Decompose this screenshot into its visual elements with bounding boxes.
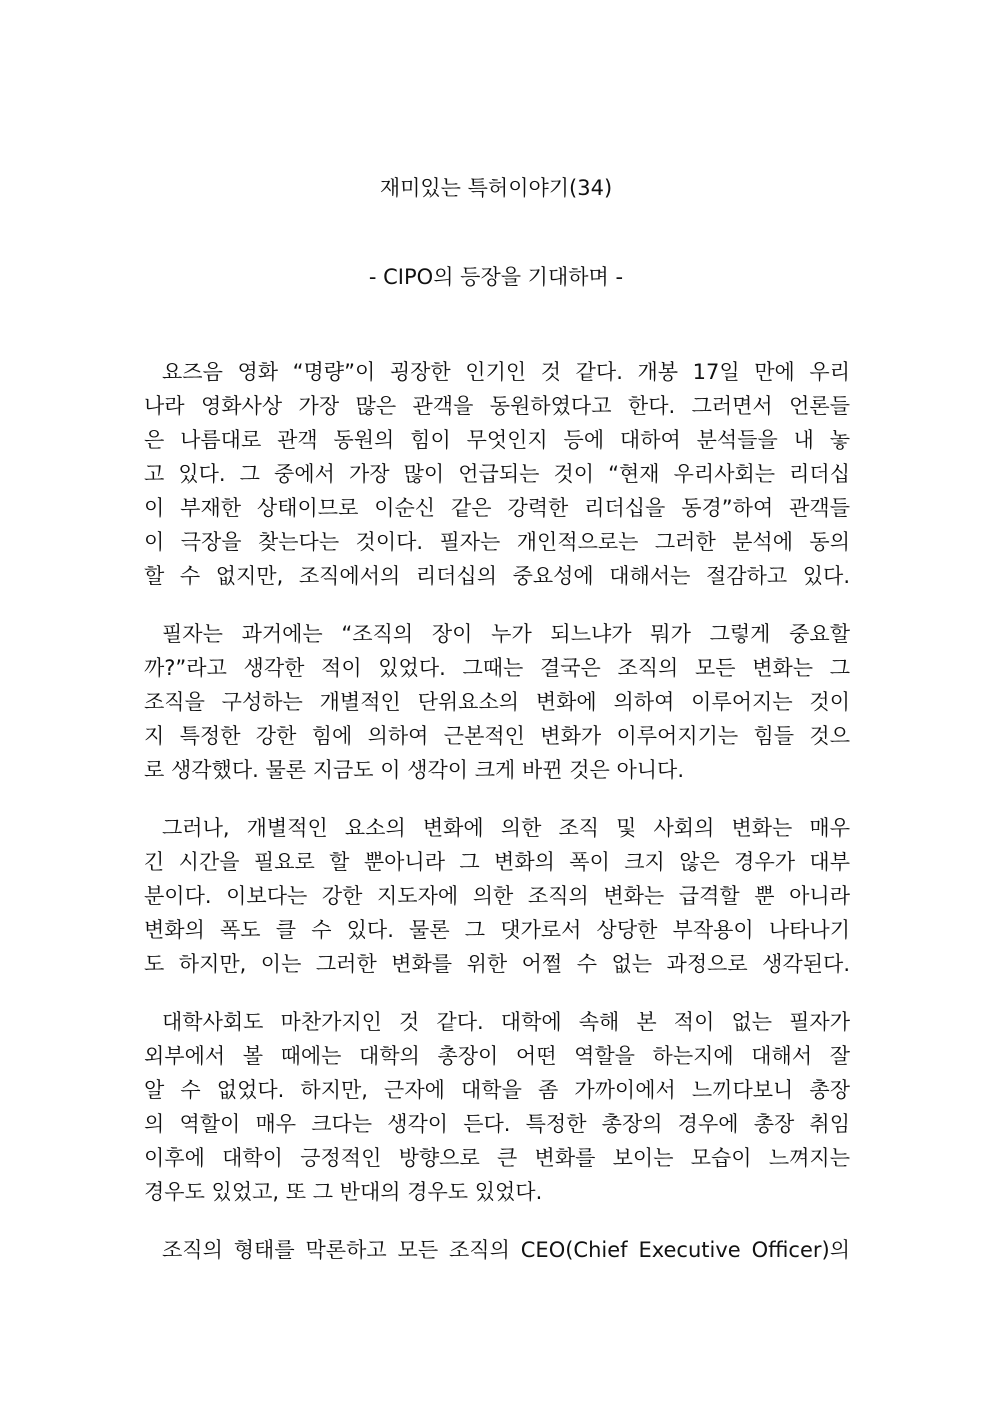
paragraph-line: 경우도 있었고, 또 그 반대의 경우도 있었다. (144, 1180, 543, 1204)
paragraph-5 (144, 1233, 850, 1267)
paragraph-line: 할 수 없지만, 조직에서의 리더십의 중요성에 대해서는 절감하고 있다. (144, 564, 850, 588)
paragraph-line: 외부에서 볼 때에는 대학의 총장이 어떤 역할을 하는지에 대해서 잘 (144, 1044, 850, 1068)
paragraph-line: 분이다. 이보다는 강한 지도자에 의한 조직의 변화는 급격할 뿐 아니라 (144, 884, 850, 908)
paragraph-2 (144, 617, 850, 787)
document-title: 재미있는 특허이야기(34) (379, 176, 613, 200)
paragraph-line: 알 수 없었다. 하지만, 근자에 대학을 좀 가까이에서 느끼다보니 총장 (144, 1078, 850, 1102)
paragraph-line: 필자는 과거에는 “조직의 장이 누가 되느냐가 뭐가 그렇게 중요할 (162, 622, 850, 646)
paragraph-line: 그러나, 개별적인 요소의 변화에 의한 조직 및 사회의 변화는 매우 (162, 816, 850, 840)
paragraph-line: 로 생각했다. 물론 지금도 이 생각이 크게 바뀐 것은 아니다. (144, 758, 685, 782)
paragraph-line: 긴 시간을 필요로 할 뿐아니라 그 변화의 폭이 크지 않은 경우가 대부 (144, 850, 850, 874)
document-body (144, 355, 850, 1291)
paragraph-line: 도 하지만, 이는 그러한 변화를 위한 어쩔 수 없는 과정으로 생각된다. (144, 952, 850, 976)
paragraph-4 (144, 1005, 850, 1209)
paragraph-line: 조직을 구성하는 개별적인 단위요소의 변화에 의하여 이루어지는 것이 (144, 690, 850, 714)
paragraph-line: 은 나름대로 관객 동원의 힘이 무엇인지 등에 대하여 분석들을 내 놓 (144, 428, 850, 452)
paragraph-line: 까?”라고 생각한 적이 있었다. 그때는 결국은 조직의 모든 변화는 그 (144, 656, 850, 680)
paragraph-line: 나라 영화사상 가장 많은 관객을 동원하였다고 한다. 그러면서 언론들 (144, 394, 850, 418)
paragraph-line: 지 특정한 강한 힘에 의하여 근본적인 변화가 이루어지기는 힘들 것으 (144, 724, 850, 748)
paragraph-line: 조직의 형태를 막론하고 모든 조직의 CEO(Chief Executive Officer)의 (162, 1238, 850, 1262)
paragraph-3 (144, 811, 850, 981)
paragraph-line: 요즈음 영화 “명량”이 굉장한 인기인 것 같다. 개봉 17일 만에 우리 (162, 360, 850, 384)
paragraph-line: 의 역할이 매우 크다는 생각이 든다. 특정한 총장의 경우에 총장 취임 (144, 1112, 850, 1136)
paragraph-line: 이 부재한 상태이므로 이순신 같은 강력한 리더십을 동경”하여 관객들 (144, 496, 850, 520)
paragraph-line: 이후에 대학이 긍정적인 방향으로 큰 변화를 보이는 모습이 느껴지는 (144, 1146, 850, 1170)
paragraph-line: 고 있다. 그 중에서 가장 많이 언급되는 것이 “현재 우리사회는 리더십 (144, 462, 850, 486)
paragraph-line: 변화의 폭도 클 수 있다. 물론 그 댓가로서 상당한 부작용이 나타나기 (144, 918, 850, 942)
paragraph-line: 대학사회도 마찬가지인 것 같다. 대학에 속해 본 적이 없는 필자가 (162, 1010, 850, 1034)
paragraph-line: 이 극장을 찾는다는 것이다. 필자는 개인적으로는 그러한 분석에 동의 (144, 530, 850, 554)
document-subtitle: - CIPO의 등장을 기대하며 - (368, 265, 624, 289)
paragraph-1 (144, 355, 850, 593)
